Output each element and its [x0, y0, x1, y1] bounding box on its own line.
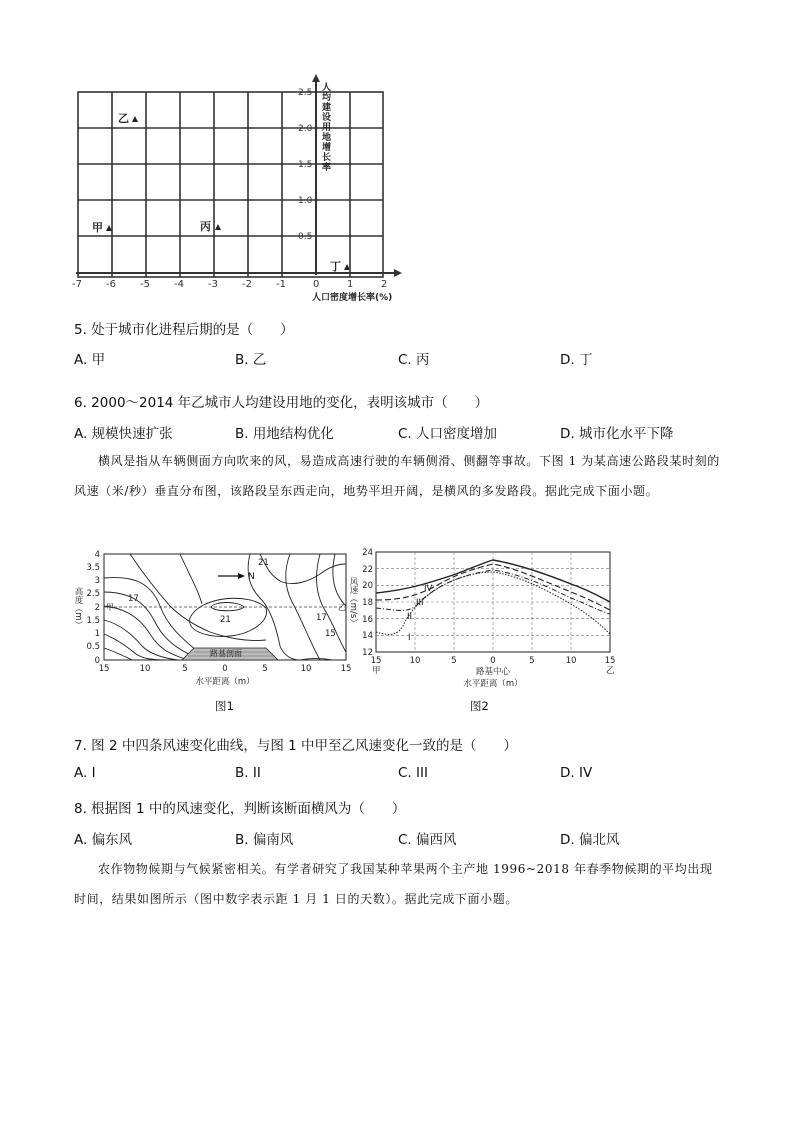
fig2-ytick: 22 [362, 565, 373, 575]
top-chart-ylabel: 人均建设用地增长率 [320, 82, 330, 172]
fig2-xtick: 15 [604, 656, 616, 666]
phenology-intro-paragraph: 农作物物候期与气候紧密相关。有学者研究了我国某种苹果两个主产地 1996~2018 年春季物候期的平均出现时间，结果如图所示（图中数字表示距 1 月 1 日的天数）。据此完成下面小题。 [74, 862, 713, 906]
top-chart-xtick: 2 [381, 279, 388, 290]
fig2-xtick: 10 [565, 656, 577, 666]
curve-label: IV [424, 584, 433, 594]
q6-option-b[interactable]: B. 用地结构优化 [235, 426, 334, 442]
figure-2-caption: 图2 [470, 699, 489, 713]
fig2-center-label: 路基中心 [475, 667, 511, 677]
top-chart-xtick: -1 [276, 279, 286, 290]
point-label-bing: 丙 [200, 220, 211, 233]
fig1-ytick: 4 [94, 550, 100, 560]
north-label: N [248, 572, 255, 582]
fig2-xtick: 0 [490, 656, 496, 666]
fig2-ylabel: 风速（m/s） [348, 577, 358, 627]
point-marker [132, 116, 138, 122]
contour-label: 17 [128, 594, 139, 604]
fig1-left-tag: 甲 [106, 603, 114, 612]
top-chart-ytick: 1.5 [298, 160, 313, 170]
q6-option-d[interactable]: D. 城市化水平下降 [560, 426, 674, 442]
q8-option-a[interactable]: A. 偏东风 [74, 832, 133, 848]
fig2-ytick: 16 [362, 615, 373, 625]
top-chart-ytick: 2.0 [298, 124, 313, 134]
q5-option-c[interactable]: C. 丙 [398, 352, 430, 368]
top-chart-xtick: 0 [313, 279, 320, 290]
top-chart-xtick: -7 [72, 279, 82, 290]
fig1-ytick: 1 [94, 629, 100, 639]
fig2-ytick: 24 [362, 548, 373, 558]
curve-label: I [408, 633, 411, 643]
q5-option-a[interactable]: A. 甲 [74, 352, 106, 368]
contour-label: 21 [258, 558, 269, 568]
fig2-left-tag: 甲 [372, 666, 381, 676]
figure-1-caption: 图1 [215, 699, 234, 713]
fig1-ytick: 2 [94, 603, 100, 613]
question-5-stem: 5. 处于城市化进程后期的是（ ） [74, 322, 294, 338]
q8-option-d[interactable]: D. 偏北风 [560, 832, 620, 848]
fig1-right-tag: 乙 [338, 603, 346, 612]
q7-option-c[interactable]: C. III [398, 765, 428, 781]
top-chart-xtick: -5 [140, 279, 150, 290]
fig2-ytick: 14 [362, 631, 373, 641]
q6-option-c[interactable]: C. 人口密度增加 [398, 426, 498, 442]
top-chart-ytick: 1.0 [298, 196, 313, 206]
fig1-xlabel: 水平距离（m） [195, 677, 255, 687]
q7-option-a[interactable]: A. I [74, 765, 96, 781]
fig2-right-tag: 乙 [606, 666, 615, 676]
contour-label: 17 [316, 613, 327, 623]
fig1-ytick: 1.5 [86, 616, 100, 626]
population-land-chart [68, 70, 418, 305]
figure-1-wind-contour [70, 546, 360, 696]
fig1-xtick: 10 [300, 664, 312, 674]
q6-option-a[interactable]: A. 规模快速扩张 [74, 426, 173, 442]
contour-label: 21 [220, 615, 231, 625]
point-label-ding: 丁 [330, 260, 341, 273]
fig1-ytick: 2.5 [86, 589, 100, 599]
q8-option-b[interactable]: B. 偏南风 [235, 832, 294, 848]
fig1-ylabel: 高度（m） [73, 586, 83, 630]
fig2-xtick: 15 [370, 656, 382, 666]
q7-option-b[interactable]: B. II [235, 765, 261, 781]
top-chart-ytick: 2.5 [298, 88, 313, 98]
top-chart-xtick: -2 [242, 279, 252, 290]
fig1-xtick: 5 [182, 664, 188, 674]
curve-label: II [407, 612, 413, 622]
q5-option-b[interactable]: B. 乙 [235, 352, 267, 368]
top-chart-xlabel: 人口密度增长率(%) [312, 293, 393, 303]
question-7-stem: 7. 图 2 中四条风速变化曲线，与图 1 中甲至乙风速变化一致的是（ ） [74, 738, 518, 754]
point-marker [215, 224, 221, 230]
fig1-xtick: 15 [98, 664, 110, 674]
top-chart-xtick: -4 [174, 279, 184, 290]
fig1-xtick: 15 [340, 664, 352, 674]
fig1-ytick: 0.5 [86, 642, 100, 652]
fig1-xtick: 5 [262, 664, 268, 674]
fig1-ytick: 0 [94, 656, 100, 666]
top-chart-xtick: -3 [208, 279, 218, 290]
fig2-xlabel: 水平距离（m） [463, 679, 523, 689]
fig2-ytick: 12 [362, 648, 373, 658]
crosswind-intro-paragraph: 横风是指从车辆侧面方向吹来的风，易造成高速行驶的车辆侧滑、侧翻等事故。下图 1 为某高速公路段某时刻的风速（米/秒）垂直分布图，该路段呈东西走向，地势平坦开阔，是横风的多发路段。据此完成下面小题。 [74, 454, 720, 498]
road-base-label: 路基剖面 [210, 649, 242, 658]
question-8-stem: 8. 根据图 1 中的风速变化，判断该断面横风为（ ） [74, 801, 406, 817]
point-marker [106, 225, 112, 231]
fig1-xtick: 10 [139, 664, 151, 674]
q5-option-d[interactable]: D. 丁 [560, 352, 593, 368]
fig2-xtick: 5 [529, 656, 535, 666]
contour-label: 15 [325, 629, 336, 639]
q8-option-c[interactable]: C. 偏西风 [398, 832, 457, 848]
q7-option-d[interactable]: D. IV [560, 765, 593, 781]
figure-2-wind-speed-curves [346, 544, 626, 696]
point-label-jia: 甲 [92, 221, 103, 234]
top-chart-xtick: 1 [347, 279, 354, 290]
fig2-xtick: 5 [451, 656, 457, 666]
fig1-ytick: 3.5 [86, 563, 100, 573]
fig2-xtick: 10 [409, 656, 421, 666]
question-6-stem: 6. 2000～2014 年乙城市人均建设用地的变化，表明该城市（ ） [74, 395, 489, 411]
fig2-ytick: 18 [362, 598, 373, 608]
point-label-yi: 乙 [118, 112, 129, 125]
fig1-ytick: 3 [94, 576, 100, 586]
curve-label: III [416, 598, 424, 608]
top-chart-ytick: 0.5 [298, 232, 313, 242]
top-chart-xtick: -6 [106, 279, 116, 290]
fig2-ytick: 20 [362, 581, 373, 591]
point-marker [344, 264, 350, 270]
fig1-xtick: 0 [222, 664, 228, 674]
